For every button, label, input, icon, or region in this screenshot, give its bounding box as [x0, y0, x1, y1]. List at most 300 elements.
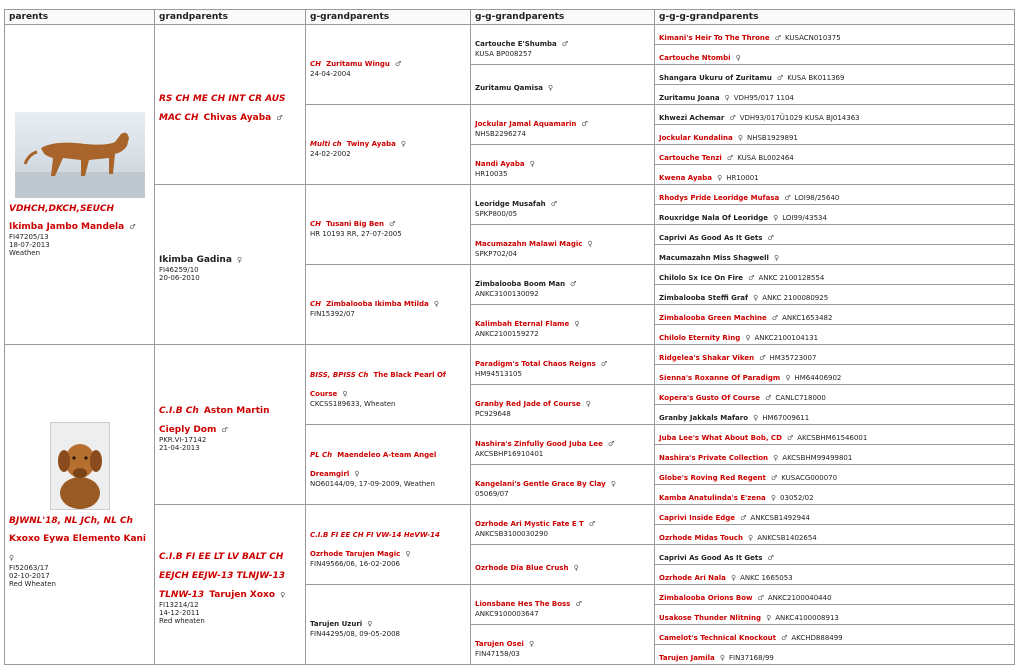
dog-detail: 21-04-2013	[159, 443, 200, 452]
dog-name-line	[475, 231, 650, 250]
sex-symbol: ♂	[561, 40, 569, 48]
dog-name-line	[475, 151, 650, 170]
sex-symbol: ♀	[400, 140, 407, 148]
ancestor-cell	[306, 25, 471, 105]
dog-name-link[interactable]: Shangara Ukuru of Zuritamu	[659, 74, 772, 82]
sex-symbol: ♂	[221, 425, 228, 434]
registration-number: ANKC2100104131	[754, 334, 819, 342]
registration-number: CANLC718000	[775, 394, 826, 402]
dog-name-link[interactable]: Ozrhode Dia Blue Crush	[475, 564, 569, 572]
ancestor-cell	[155, 25, 306, 185]
dog-name-link[interactable]: Cartouche Tenzi	[659, 154, 722, 162]
registration-number: ANKC4100008913	[775, 614, 839, 622]
sex-symbol: ♀	[730, 574, 737, 582]
dog-name-link[interactable]: Nandi Ayaba	[475, 160, 525, 168]
dog-name-line	[475, 191, 650, 210]
registration-number: KUSA BP008257	[475, 50, 532, 58]
ancestor-cell	[155, 345, 306, 505]
registration-number: VDH95/017 1104	[733, 94, 794, 102]
ancestor-cell	[655, 645, 1015, 665]
ancestor-cell	[471, 105, 655, 145]
sex-symbol: ♀	[719, 654, 725, 662]
sex-symbol: ♂	[575, 600, 582, 608]
sex-symbol: ♂	[389, 220, 396, 228]
ancestor-cell	[655, 145, 1015, 165]
registration-number: FIN37168/99	[728, 654, 774, 662]
sex-symbol: ♂	[759, 354, 766, 362]
sex-symbol: ♂	[770, 474, 778, 482]
dog-name-line	[310, 291, 466, 310]
sex-symbol: ♀	[573, 564, 579, 572]
sex-symbol: ♂	[276, 113, 283, 122]
ancestor-cell	[471, 185, 655, 225]
dog-name-line	[475, 391, 650, 410]
ancestor-cell	[655, 385, 1015, 405]
registration-number: 05069/07	[475, 490, 509, 498]
sex-symbol: ♂	[767, 554, 774, 562]
registration-number: AKCSBHM99499801	[782, 454, 853, 462]
dog-name-line	[475, 631, 650, 650]
sex-symbol: ♀	[610, 480, 616, 488]
pedigree-row	[5, 505, 1015, 525]
dog-titles: BISS, BPISS Ch	[310, 370, 369, 379]
dog-name-link[interactable]: Globe's Roving Red Regent	[659, 474, 766, 482]
ancestor-cell	[471, 25, 655, 65]
sex-symbol: ♀	[587, 240, 593, 248]
sex-symbol: ♀	[774, 254, 780, 262]
sex-symbol: ♂	[726, 154, 734, 162]
ancestor-cell	[655, 265, 1015, 285]
dog-name-link[interactable]: Kxoxo Eywa Elemento Kani	[9, 533, 147, 544]
ancestor-cell	[155, 505, 306, 665]
registration-number: HM67009611	[762, 414, 810, 422]
dog-titles: C.I.B FI EE CH FI VW-14 HeVW-14	[310, 530, 440, 539]
sex-symbol: ♀	[773, 214, 779, 222]
registration-number: ANKCSB1402654	[757, 534, 817, 542]
dog-name-link[interactable]: Rouxridge Nala Of Leoridge	[659, 214, 768, 222]
ancestor-cell	[655, 605, 1015, 625]
ancestor-cell	[471, 425, 655, 465]
ancestor-cell	[655, 405, 1015, 425]
registration-number: SPKP800/05	[475, 210, 518, 218]
sex-symbol: ♀	[585, 400, 591, 408]
sex-symbol: ♂	[784, 194, 791, 202]
registration-number: FI52063/17	[9, 563, 49, 572]
sex-symbol: ♀	[753, 294, 759, 302]
dog-name-link[interactable]: Chivas Ayaba	[203, 112, 272, 123]
ancestor-cell	[471, 545, 655, 585]
registration-number: KUSACN010375	[785, 34, 841, 42]
registration-number: FIN47158/03	[475, 650, 520, 658]
ancestor-cell	[655, 365, 1015, 385]
sex-symbol: ♂	[771, 314, 779, 322]
registration-number: KUSA BK011369	[787, 74, 845, 82]
dog-name-link[interactable]: Leoridge Musafah	[475, 200, 546, 208]
ancestor-cell	[471, 585, 655, 625]
dog-name-link[interactable]: Tarujen Uzuri	[310, 620, 363, 628]
header-parents: parents	[5, 10, 155, 25]
dog-name-link[interactable]: Camelot's Technical Knockout	[659, 634, 776, 642]
ancestor-cell	[655, 125, 1015, 145]
ancestor-cell	[655, 585, 1015, 605]
sex-symbol: ♀	[770, 494, 777, 502]
ancestor-cell	[471, 145, 655, 185]
ancestor-cell	[655, 425, 1015, 445]
registration-number: NHSB1929891	[746, 134, 798, 142]
dog-detail: FI46259/10	[159, 266, 199, 274]
dog-name-link[interactable]: Kwena Ayaba	[659, 174, 712, 182]
dog-name-link[interactable]: Twiny Ayaba	[346, 140, 396, 148]
dog-name-link[interactable]: Ikimba Gadina	[159, 255, 232, 265]
dog-name-line	[475, 471, 650, 490]
ancestor-cell	[471, 265, 655, 305]
ancestor-cell	[471, 305, 655, 345]
sex-symbol: ♂	[607, 440, 615, 448]
birth-date: 02-10-2017	[9, 571, 50, 580]
dog-name-link[interactable]: Kimani's Heir To The Throne	[659, 34, 770, 42]
dog-name-link[interactable]: Jockular Jamal Aquamarin	[475, 120, 577, 128]
pedigree-table	[4, 9, 1015, 665]
sex-symbol: ♂	[394, 60, 402, 68]
dog-name-line	[159, 86, 301, 124]
ancestor-cell	[655, 205, 1015, 225]
dog-name-line	[310, 211, 466, 230]
dog-name-line	[310, 522, 466, 560]
sex-symbol: ♀	[529, 160, 535, 168]
sex-symbol: ♂	[588, 520, 596, 528]
sex-symbol: ♂	[581, 120, 588, 128]
dog-name-line	[475, 111, 650, 130]
dog-titles: BJWNL'18, NL JCh, NL Ch	[9, 515, 133, 526]
dog-titles: RS CH ME CH INT CR AUS MAC CH	[159, 93, 286, 123]
dog-name-link[interactable]: Chilolo Sx Ice On Fire	[659, 274, 744, 282]
registration-number: ANKC 1665053	[740, 574, 793, 582]
dog-name-link[interactable]: Zimbalooba Steffi Graf	[659, 294, 749, 302]
dog-name-link[interactable]: Granby Red Jade of Course	[475, 400, 581, 408]
registration-number: SPKP702/04	[475, 250, 518, 258]
ancestor-cell	[471, 465, 655, 505]
ancestor-cell	[655, 445, 1015, 465]
puppy-photo	[50, 422, 110, 510]
ancestor-cell	[471, 65, 655, 105]
sex-symbol: ♂	[570, 280, 577, 288]
ancestor-cell	[655, 245, 1015, 265]
dog-name-link[interactable]: Tarujen Jamila	[659, 654, 715, 662]
ancestor-cell	[306, 585, 471, 665]
registration-number: PC929648	[475, 410, 511, 418]
dog-detail: 14-12-2011	[159, 609, 200, 617]
header-grandparents: grandparents	[155, 10, 306, 25]
dog-name-link[interactable]: Ozrhode Ari Mystic Fate E T	[475, 520, 584, 528]
ancestor-cell	[655, 505, 1015, 525]
ancestor-cell	[655, 525, 1015, 545]
sex-symbol: ♀	[773, 454, 779, 462]
dog-detail: CKCSS189633, Wheaten	[310, 399, 396, 408]
dog-name-line	[475, 271, 650, 290]
dog-name-link[interactable]: Zimbalooba Orions Bow	[659, 594, 753, 602]
sex-symbol: ♂	[129, 223, 136, 231]
registration-number: ANKC9100003647	[475, 610, 539, 618]
dog-name-link[interactable]: Cartouche E'Shumba	[475, 40, 557, 48]
dog-name-link[interactable]: Zuritamu Qamisa	[475, 84, 543, 92]
dog-titles: CH	[310, 300, 321, 308]
dog-name-link[interactable]: Caprivi As Good As It Gets	[659, 554, 763, 562]
registration-number: AKCHD888499	[791, 634, 843, 642]
ancestor-cell	[471, 505, 655, 545]
dog-name-link[interactable]: Jockular Kundalina	[659, 134, 733, 142]
header-row	[5, 10, 1015, 25]
dog-name-line	[475, 591, 650, 610]
ancestor-cell	[306, 185, 471, 265]
sex-symbol: ♂	[786, 434, 794, 442]
dog-name-line	[475, 351, 650, 370]
sex-symbol: ♀	[766, 614, 772, 622]
ancestor-cell	[306, 425, 471, 505]
dog-name-link[interactable]: Zuritamu Joana	[659, 94, 720, 102]
dog-name-link[interactable]: Ozrhode Ari Nala	[659, 574, 726, 582]
ancestor-cell	[306, 105, 471, 185]
header-g-g-grandparents: g-g-grandparents	[471, 10, 655, 25]
registration-number: ANKC1653482	[782, 314, 833, 322]
registration-number: HM64406902	[794, 374, 842, 382]
parent-sire-cell	[5, 25, 155, 345]
pedigree-row	[5, 345, 1015, 365]
dog-titles: C.I.B Ch	[159, 405, 199, 416]
registration-number: ANKC3100130092	[475, 290, 539, 298]
dog-name-line	[475, 31, 650, 50]
dog-name-link[interactable]: Paradigm's Total Chaos Reigns	[475, 360, 596, 368]
dog-name-link[interactable]: Macumazahn Malawi Magic	[475, 240, 583, 248]
dog-detail: NO60144/09, 17-09-2009, Weathen	[310, 479, 435, 488]
dog-name-link[interactable]: Cartouche Ntombi	[659, 54, 731, 62]
ancestor-cell	[655, 45, 1015, 65]
dog-titles: PL Ch	[310, 450, 333, 459]
header-g-grandparents: g-grandparents	[306, 10, 471, 25]
registration-number: HM35723007	[769, 354, 817, 362]
registration-number: NHSB2296274	[475, 130, 526, 138]
sex-symbol: ♀	[405, 549, 411, 558]
dog-detail: FIN15392/07	[310, 310, 355, 318]
ancestor-cell	[655, 65, 1015, 85]
dog-name-line	[159, 544, 301, 601]
sex-symbol: ♀	[342, 389, 348, 398]
dog-detail: 24-04-2004	[310, 70, 351, 78]
dog-name-link[interactable]: Maendeleo A-team Angel Dreamgirl	[310, 450, 437, 478]
dog-name-link[interactable]: Granby Jakkals Mafaro	[659, 414, 749, 422]
registration-number: LOI99/43534	[782, 214, 827, 222]
dog-name-line	[159, 247, 301, 266]
coat-color: Red Wheaten	[9, 579, 56, 588]
dog-name-link[interactable]: Macumazahn Miss Shagwell	[659, 254, 769, 262]
dog-name-link[interactable]: Ridgelea's Shakar Viken	[659, 354, 755, 362]
dog-name-link[interactable]: Chilolo Eternity Ring	[659, 334, 741, 342]
dog-name-line	[475, 431, 650, 450]
dog-detail: 24-02-2002	[310, 150, 351, 158]
ancestor-cell	[655, 225, 1015, 245]
dog-name-link[interactable]: Zimbalooba Ikimba Mtilda	[326, 300, 429, 308]
sex-symbol: ♀	[354, 469, 360, 478]
registration-number: HR10035	[475, 170, 508, 178]
dog-name-line	[159, 398, 301, 436]
ancestor-cell	[471, 345, 655, 385]
pedigree-container	[4, 9, 1015, 665]
ancestor-cell	[471, 385, 655, 425]
sex-symbol: ♂	[765, 394, 772, 402]
dog-name-link[interactable]: Nashira's Zinfully Good Juba Lee	[475, 440, 603, 448]
ancestor-cell	[655, 165, 1015, 185]
sex-symbol: ♀	[528, 640, 535, 648]
dog-name-line	[310, 611, 466, 630]
dog-name-line	[475, 555, 650, 574]
ancestor-cell	[655, 325, 1015, 345]
coat-color: Weathen	[9, 249, 41, 257]
ancestor-cell	[471, 225, 655, 265]
ancestor-cell	[655, 305, 1015, 325]
sex-symbol: ♀	[237, 256, 243, 264]
dog-detail: 20-06-2010	[159, 274, 200, 282]
sex-symbol: ♀	[548, 84, 554, 92]
dog-name-line	[475, 511, 650, 530]
parent-dam-cell	[5, 345, 155, 665]
dog-name-link[interactable]: Rhodys Pride Leoridge Mufasa	[659, 194, 780, 202]
registration-number: KUSA BL002464	[737, 154, 794, 162]
dog-name-link[interactable]: Ozrhode Tarujen Magic	[310, 549, 401, 558]
sex-symbol: ♂	[757, 594, 764, 602]
dog-name-line	[475, 311, 650, 330]
sex-symbol: ♀	[753, 414, 759, 422]
dog-detail: HR 10193 RR, 27-07-2005	[310, 230, 402, 238]
dog-name-link[interactable]: The Black Pearl Of Course	[310, 370, 446, 398]
dog-name-link[interactable]: Ozrhode Midas Touch	[659, 534, 743, 542]
sex-symbol: ♂	[774, 34, 782, 42]
dog-name-link[interactable]: Ikimba Jambo Mandela	[9, 222, 125, 232]
ancestor-cell	[655, 625, 1015, 645]
dog-detail: FI13214/12	[159, 601, 199, 609]
dog-name-line	[310, 51, 466, 70]
dog-name-link[interactable]: Tarujen Xoxo	[209, 590, 276, 600]
dog-titles: CH	[310, 220, 321, 228]
dog-name-link[interactable]: Juba Lee's What About Bob, CD	[659, 434, 782, 442]
dog-name-line	[310, 442, 466, 480]
registration-number: 03052/02	[780, 494, 814, 502]
sex-symbol: ♀	[717, 174, 723, 182]
dog-detail: PKR.VI-17142	[159, 435, 207, 444]
dog-name-link[interactable]: Zuritamu Wingu	[326, 60, 390, 68]
ancestor-cell	[655, 465, 1015, 485]
dog-name-link[interactable]: Kalimbah Eternal Flame	[475, 320, 570, 328]
dog-name-link[interactable]: Khwezi Achemar	[659, 114, 725, 122]
sex-symbol: ♀	[724, 94, 730, 102]
registration-number: ANKC2100040440	[767, 594, 832, 602]
dog-name-link[interactable]: Nashira's Private Collection	[659, 454, 769, 462]
dog-name-link[interactable]: Lionsbane Hes The Boss	[475, 600, 571, 608]
dog-name-link[interactable]: Kamba Anatulinda's E'zena	[659, 494, 766, 502]
registration-number: ANKCSB1492944	[750, 514, 810, 522]
dog-detail: FIN49566/06, 16-02-2006	[310, 559, 400, 568]
birth-date: 18-07-2013	[9, 241, 50, 249]
dog-name-link[interactable]: Zimbalooba Green Machine	[659, 314, 767, 322]
ancestor-cell	[655, 565, 1015, 585]
dog-standing-photo	[15, 112, 145, 198]
sex-symbol: ♂	[600, 360, 608, 368]
ancestor-cell	[306, 265, 471, 345]
sex-symbol: ♂	[767, 234, 774, 242]
ancestor-cell	[471, 625, 655, 665]
sex-symbol: ♂	[550, 200, 558, 208]
sex-symbol: ♀	[574, 320, 580, 328]
dog-name-line	[475, 75, 650, 94]
ancestor-cell	[155, 185, 306, 345]
sex-symbol: ♀	[433, 300, 439, 308]
ancestor-cell	[655, 25, 1015, 45]
registration-number: AKCSBHP16910401	[475, 450, 544, 458]
registration-number: HM94513105	[475, 370, 522, 378]
dog-name-link[interactable]: Usakose Thunder Nlitning	[659, 614, 761, 622]
sex-symbol: ♀	[785, 374, 791, 382]
dog-titles: Multi ch	[310, 140, 342, 148]
dog-detail: FIN44295/08, 09-05-2008	[310, 630, 400, 638]
dog-name-line	[310, 362, 466, 400]
sex-symbol: ♀	[367, 620, 373, 628]
sex-symbol: ♂	[776, 74, 784, 82]
sex-symbol: ♂	[729, 114, 736, 122]
ancestor-cell	[655, 185, 1015, 205]
sex-symbol: ♀	[9, 553, 15, 562]
dog-name-link[interactable]: Sienna's Roxanne Of Paradigm	[659, 374, 781, 382]
registration-number: ANKC 2100080925	[762, 294, 829, 302]
dog-titles: C.I.B FI EE LT LV BALT CH EEJCH EEJW-13 TLNJW-13 TLNW-13	[159, 552, 286, 600]
registration-number: HR10001	[726, 174, 759, 182]
dog-name-link[interactable]: Caprivi As Good As It Gets	[659, 234, 763, 242]
ancestor-cell	[655, 105, 1015, 125]
dog-name-link[interactable]: Kopera's Gusto Of Course	[659, 394, 761, 402]
pedigree-row	[5, 25, 1015, 45]
registration-number: ANKCSB3100030290	[475, 530, 548, 538]
dog-name-line	[9, 214, 150, 233]
dog-name-link[interactable]: Zimbalooba Boom Man	[475, 280, 566, 288]
dog-titles: CH	[310, 60, 321, 68]
ancestor-cell	[306, 505, 471, 585]
dog-name-line	[310, 131, 466, 150]
sex-symbol: ♂	[781, 634, 788, 642]
pedigree-row	[5, 185, 1015, 205]
sex-symbol: ♀	[280, 591, 286, 599]
sex-symbol: ♂	[740, 514, 747, 522]
registration-number: ANKC2100159272	[475, 330, 539, 338]
sex-symbol: ♀	[748, 534, 754, 542]
sex-symbol: ♂	[748, 274, 755, 282]
dog-name-link[interactable]: Caprivi Inside Edge	[659, 514, 736, 522]
registration-number: VDH93/017Ü1029 KUSA BJ014363	[739, 114, 860, 122]
registration-number: LOI98/25640	[794, 194, 840, 202]
ancestor-cell	[655, 485, 1015, 505]
dog-name-link[interactable]: Tusani Big Ben	[326, 220, 385, 228]
sex-symbol: ♀	[735, 54, 741, 62]
registration-number: ANKC 2100128554	[758, 274, 825, 282]
registration-number: AKCSBHM61546001	[797, 434, 868, 442]
registration-number: FI47205/13	[9, 233, 49, 241]
dog-titles: VDHCH,DKCH,SEUCH	[9, 204, 115, 214]
dog-name-link[interactable]: Kangelani's Gentle Grace By Clay	[475, 480, 606, 488]
dog-detail: Red wheaten	[159, 617, 205, 625]
dog-name-line	[9, 526, 150, 564]
ancestor-cell	[306, 345, 471, 425]
ancestor-cell	[655, 285, 1015, 305]
dog-name-link[interactable]: Tarujen Osei	[475, 640, 524, 648]
ancestor-cell	[655, 85, 1015, 105]
sex-symbol: ♀	[737, 134, 743, 142]
dog-name-link[interactable]: Aston Martin Cieply Dom	[159, 405, 270, 435]
